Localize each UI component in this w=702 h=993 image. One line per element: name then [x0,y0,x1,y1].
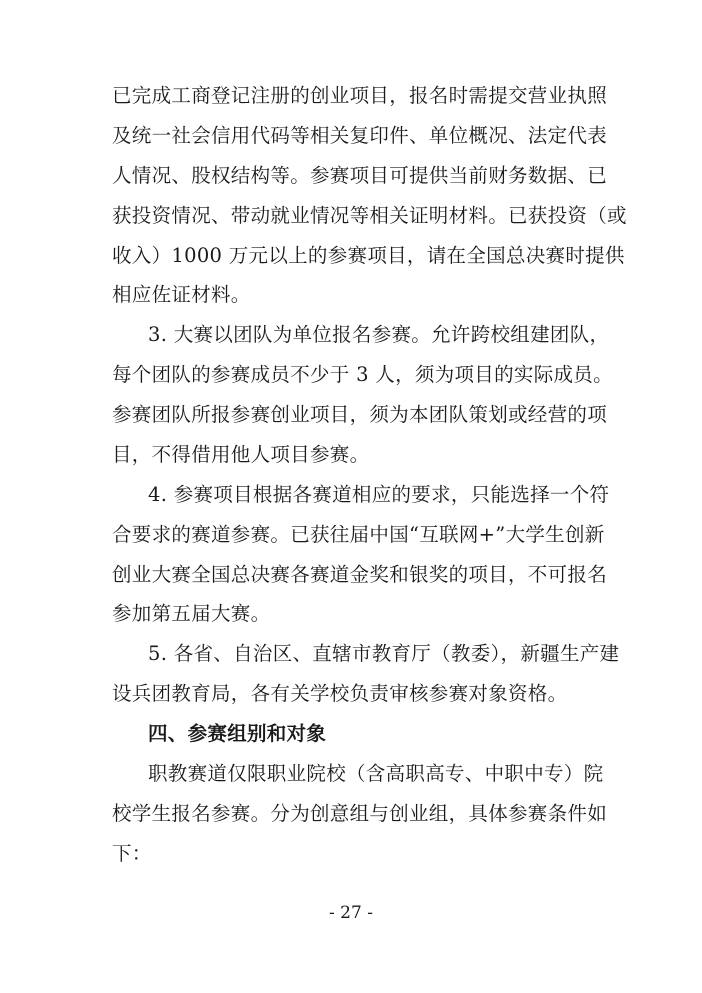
item-3-line: 3. 大赛以团队为单位报名参赛。允许跨校组建团队， [148,323,610,346]
paragraph-line: 人情况、股权结构等。参赛项目可提供当前财务数据、已 [112,164,608,187]
item-5-line: 5. 各省、自治区、直辖市教育厅（教委），新疆生产建 [148,642,620,665]
item-3-line: 参赛团队所报参赛创业项目，须为本团队策划或经营的项 [112,403,608,426]
section-4-line: 职教赛道仅限职业院校（含高职高专、中职中专）院 [148,762,604,785]
item-4-line: 参加第五届大赛。 [112,602,271,625]
item-3-line: 每个团队的参赛成员不少于 3 人，须为项目的实际成员。 [112,363,613,386]
paragraph-line: 收入）1000 万元以上的参赛项目，请在全国总决赛时提供 [112,244,625,267]
section-4-line: 下： [112,842,152,865]
section-heading: 四、参赛组别和对象 [148,722,327,745]
page-number: - 27 - [329,903,373,923]
item-4-line: 创业大赛全国总决赛各赛道金奖和银奖的项目，不可报名 [112,563,608,586]
item-4-line: 4. 参赛项目根据各赛道相应的要求，只能选择一个符 [148,483,610,506]
item-3-line: 目，不得借用他人项目参赛。 [112,443,370,466]
paragraph-line: 及统一社会信用代码等相关复印件、单位概况、法定代表 [112,124,608,147]
paragraph-line: 获投资情况、带动就业情况等相关证明材料。已获投资（或 [112,204,627,227]
section-4-line: 校学生报名参赛。分为创意组与创业组，具体参赛条件如 [112,802,608,825]
item-5-line: 设兵团教育局，各有关学校负责审核参赛对象资格。 [112,682,568,705]
item-4-line: 合要求的赛道参赛。已获往届中国“互联网+”大学生创新 [112,523,605,546]
paragraph-line: 已完成工商登记注册的创业项目，报名时需提交营业执照 [112,84,608,107]
paragraph-line: 相应佐证材料。 [112,283,251,306]
